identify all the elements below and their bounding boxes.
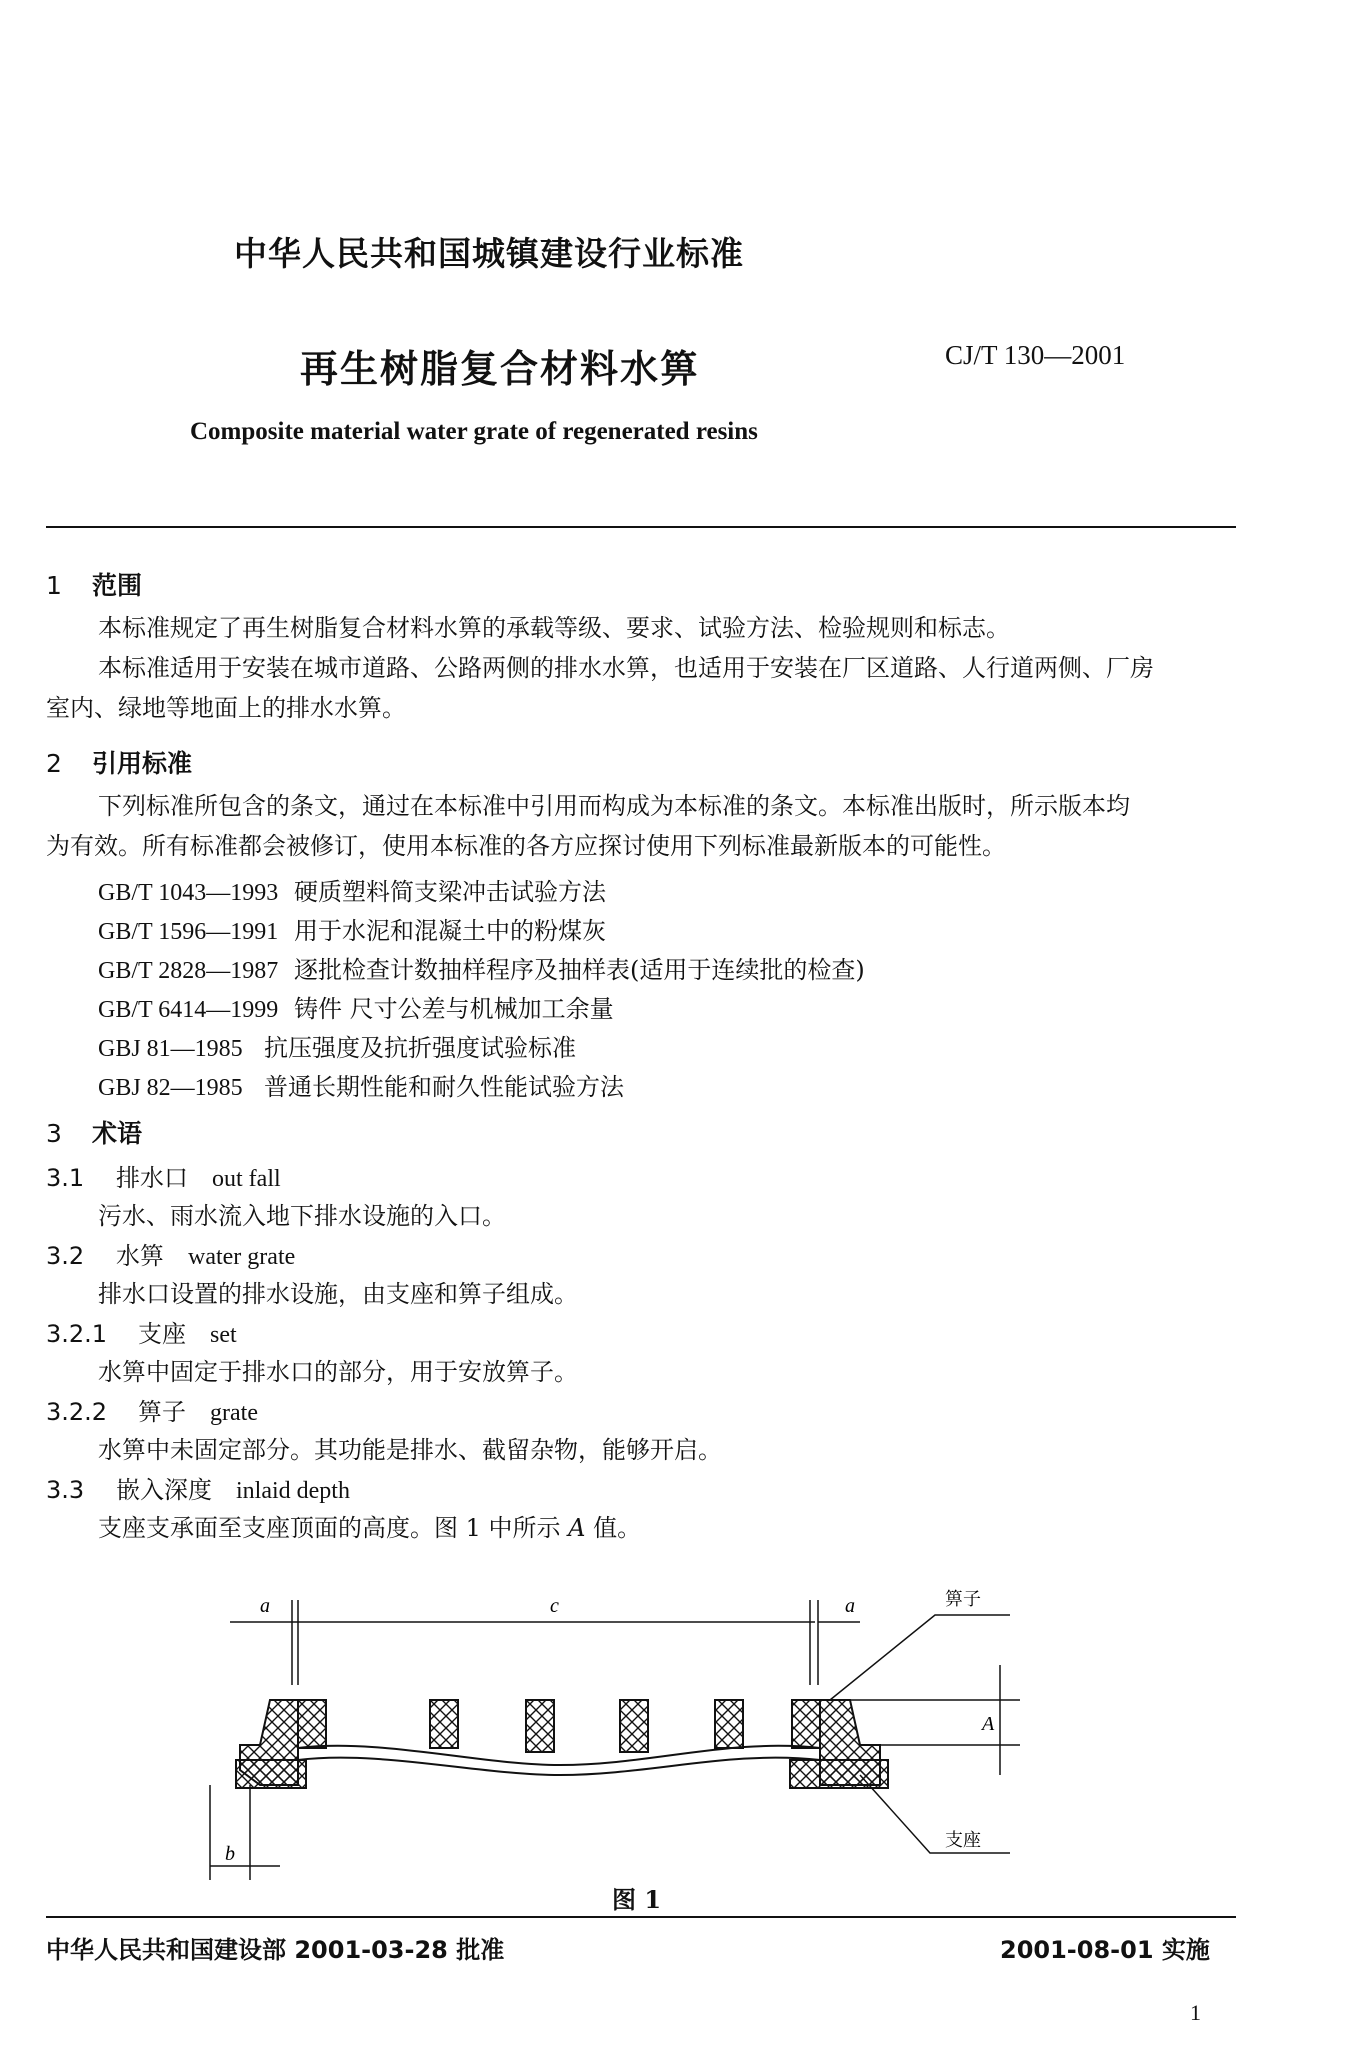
- dimension-b: [210, 1785, 280, 1880]
- grate-bar: [430, 1700, 458, 1748]
- term-cn: 箅子: [138, 1398, 186, 1426]
- term-definition: 排水口设置的排水设施，由支座和箅子组成。: [98, 1280, 578, 1308]
- reference-title: 抗压强度及抗折强度试验标准: [264, 1034, 576, 1062]
- term-heading: [46, 1236, 295, 1277]
- term-number: 3.2.2: [46, 1398, 108, 1426]
- term-heading: [46, 1314, 237, 1355]
- reference-item: [98, 872, 606, 907]
- term-definition: 水箅中未固定部分。其功能是排水、截留杂物，能够开启。: [98, 1436, 722, 1464]
- leader-grate: [830, 1615, 1010, 1700]
- figure-caption: 图 1: [612, 1885, 662, 1914]
- dim-label-c: c: [550, 1595, 559, 1617]
- section-3-heading: [46, 1114, 142, 1150]
- term-en: water grate: [188, 1244, 296, 1270]
- term-definition-text: 支座支承面至支座顶面的高度。图 1 中所示: [98, 1514, 569, 1542]
- reference-item: [98, 911, 606, 946]
- paragraph: 本标准适用于安装在城市道路、公路两侧的排水水箅，也适用于安装在厂区道路、人行道两侧、厂房: [98, 654, 1154, 682]
- reference-item: [98, 1067, 624, 1102]
- term-heading: [46, 1158, 281, 1199]
- implementation-date: 2001-08-01 实施: [1000, 1936, 1210, 1964]
- reference-code: GBJ 81—1985: [98, 1036, 243, 1062]
- paragraph: 本标准规定了再生树脂复合材料水箅的承载等级、要求、试验方法、检验规则和标志。: [98, 614, 1010, 642]
- term-number: 3.2: [46, 1242, 85, 1270]
- term-heading: [46, 1392, 258, 1433]
- reference-title: 用于水泥和混凝土中的粉煤灰: [294, 917, 606, 945]
- term-definition: 水箅中固定于排水口的部分，用于安放箅子。: [98, 1358, 578, 1386]
- section-1-heading: [46, 566, 142, 602]
- variable-A: A: [568, 1514, 586, 1542]
- label-grate: 箅子: [945, 1589, 981, 1609]
- reference-code: GB/T 2828—1987: [98, 958, 279, 984]
- dim-label-A: A: [982, 1713, 995, 1735]
- section-2-heading: [46, 744, 192, 780]
- footer-divider: [46, 1916, 1236, 1918]
- reference-title: 逐批检查计数抽样程序及抽样表(适用于连续批的检查): [294, 956, 865, 984]
- term-number: 3.3: [46, 1476, 85, 1504]
- term-en: grate: [210, 1400, 258, 1426]
- section-title: 术语: [92, 1119, 143, 1148]
- grate-bar: [792, 1700, 820, 1748]
- header-divider: [46, 526, 1236, 528]
- paragraph: 下列标准所包含的条文，通过在本标准中引用而构成为本标准的条文。本标准出版时，所示版本均: [98, 792, 1130, 820]
- dim-label-a-left: a: [260, 1595, 270, 1617]
- section-number: 2: [46, 749, 62, 778]
- seat-right-flange: [790, 1760, 888, 1788]
- term-cn: 支座: [138, 1320, 186, 1348]
- term-cn: 排水口: [116, 1164, 188, 1192]
- reference-code: GB/T 1596—1991: [98, 919, 279, 945]
- grate-bar: [620, 1700, 648, 1752]
- reference-title: 普通长期性能和耐久性能试验方法: [264, 1073, 624, 1101]
- term-number: 3.1: [46, 1164, 85, 1192]
- dimension-top: [230, 1600, 860, 1685]
- seat-left-flange: [236, 1760, 306, 1788]
- reference-code: GB/T 6414—1999: [98, 997, 279, 1023]
- reference-item: [98, 950, 865, 985]
- document-title-cn: 再生树脂复合材料水箅: [300, 347, 701, 391]
- term-en: set: [210, 1322, 237, 1348]
- grate-bottom: [298, 1758, 820, 1775]
- reference-item: [98, 1028, 576, 1063]
- section-title: 引用标准: [92, 749, 193, 778]
- paragraph-continued: 为有效。所有标准都会被修订，使用本标准的各方应探讨使用下列标准最新版本的可能性。: [46, 832, 1006, 860]
- standard-category: 中华人民共和国城镇建设行业标准: [234, 234, 744, 273]
- figure-1-diagram: [225, 1560, 1030, 1890]
- reference-code: GBJ 82—1985: [98, 1075, 243, 1101]
- section-number: 1: [46, 571, 62, 600]
- term-en: inlaid depth: [236, 1478, 350, 1504]
- label-seat: 支座: [945, 1830, 981, 1850]
- term-definition-text: 值。: [585, 1514, 642, 1542]
- term-heading: [46, 1470, 350, 1511]
- reference-item: [98, 989, 614, 1024]
- reference-code: GB/T 1043—1993: [98, 880, 279, 906]
- term-en: out fall: [212, 1166, 281, 1192]
- section-title: 范围: [92, 571, 143, 600]
- dim-label-b: b: [225, 1843, 235, 1865]
- dim-label-a-right: a: [845, 1595, 855, 1617]
- grate-bar: [715, 1700, 743, 1748]
- standard-number: CJ/T 130—2001: [945, 340, 1126, 370]
- term-number: 3.2.1: [46, 1320, 108, 1348]
- page-number: 1: [1190, 2000, 1201, 2025]
- approval-info: 中华人民共和国建设部 2001-03-28 批准: [46, 1936, 505, 1964]
- section-number: 3: [46, 1119, 62, 1148]
- term-definition: 污水、雨水流入地下排水设施的入口。: [98, 1202, 506, 1230]
- term-cn: 嵌入深度: [116, 1476, 212, 1504]
- grate-bar: [298, 1700, 326, 1748]
- reference-title: 硬质塑料简支梁冲击试验方法: [294, 878, 606, 906]
- term-definition: [98, 1508, 641, 1548]
- term-cn: 水箅: [116, 1242, 164, 1270]
- grate-bar: [526, 1700, 554, 1752]
- document-title-en: Composite material water grate of regenerated resins: [190, 418, 758, 445]
- paragraph-continued: 室内、绿地等地面上的排水水箅。: [46, 694, 406, 722]
- reference-title: 铸件 尺寸公差与机械加工余量: [294, 995, 614, 1023]
